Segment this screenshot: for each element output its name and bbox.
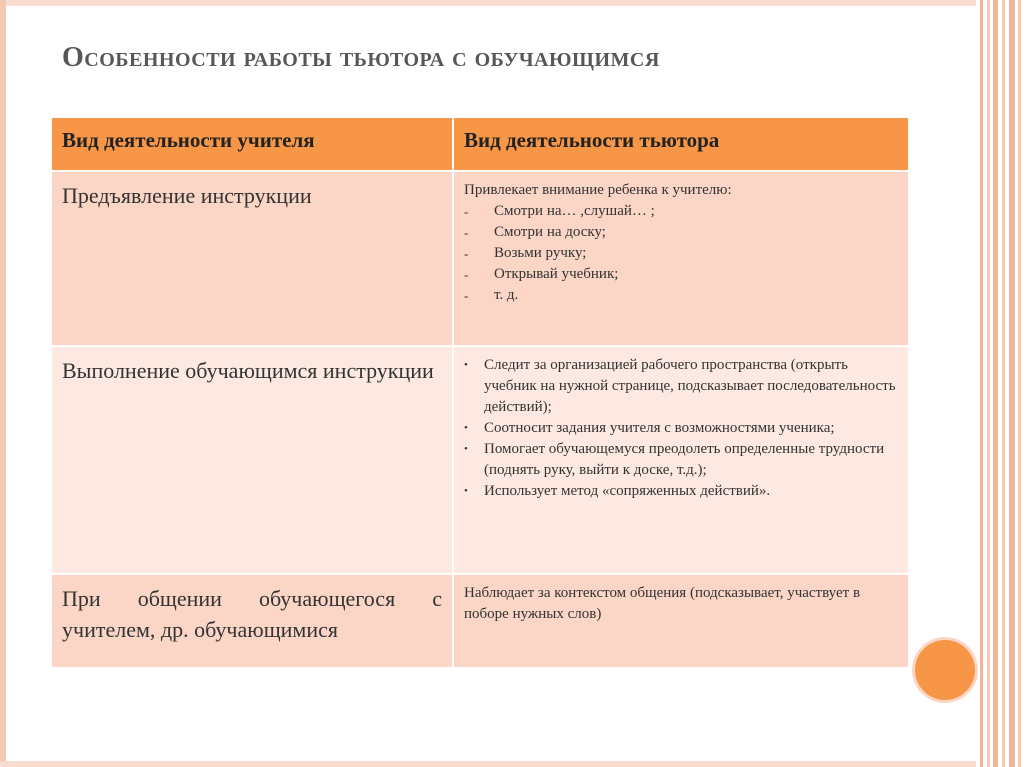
tutor-activity-cell: Наблюдает за контекстом общения (подсказывает, участвует в поборе нужных слов) [454,575,908,667]
teacher-activity-cell: При общении обучающегося с учителем, др. обучающимися [52,575,452,667]
teacher-activity-cell: Выполнение обучающимся инструкции [52,347,452,573]
table-row [52,347,908,573]
slide-frame-bottom [0,761,1024,767]
header-tutor-activity: Вид деятельности тьютора [454,118,908,170]
table-header-row [52,118,908,170]
list-item: - Смотри на доску; [464,222,898,243]
decorative-circle [915,640,975,700]
table-row [52,575,908,667]
teacher-activity-cell: Предъявление инструкции [52,172,452,345]
tutor-activity-cell [454,172,908,345]
header-teacher-activity: Вид деятельности учителя [52,118,452,170]
activity-table [50,116,910,669]
tutor-activity-cell [454,347,908,573]
list-item: • Помогает обучающемуся преодолеть определенные трудности (поднять руку, выйти к доске, т.д.); [464,439,898,481]
tutor-action-list [464,201,898,306]
tutor-intro-text: Привлекает внимание ребенка к учителю: [464,182,732,198]
list-item: • Использует метод «сопряженных действий». [464,481,898,502]
list-item: - Смотри на… ,слушай… ; [464,201,898,222]
list-item: - Возьми ручку; [464,243,898,264]
table-row [52,172,908,345]
decorative-stripes [976,0,1024,767]
list-item: • Соотносит задания учителя с возможностями ученика; [464,418,898,439]
list-item: - т. д. [464,285,898,306]
slide-title: Особенности работы тьютора с обучающимся [62,42,660,73]
tutor-action-list [464,355,898,502]
list-item: • Следит за организацией рабочего пространства (открыть учебник на нужной странице, подсказывает последовательность действий); [464,355,898,418]
slide-frame-left [0,0,6,767]
list-item: - Открывай учебник; [464,264,898,285]
slide-frame-top [0,0,1024,6]
